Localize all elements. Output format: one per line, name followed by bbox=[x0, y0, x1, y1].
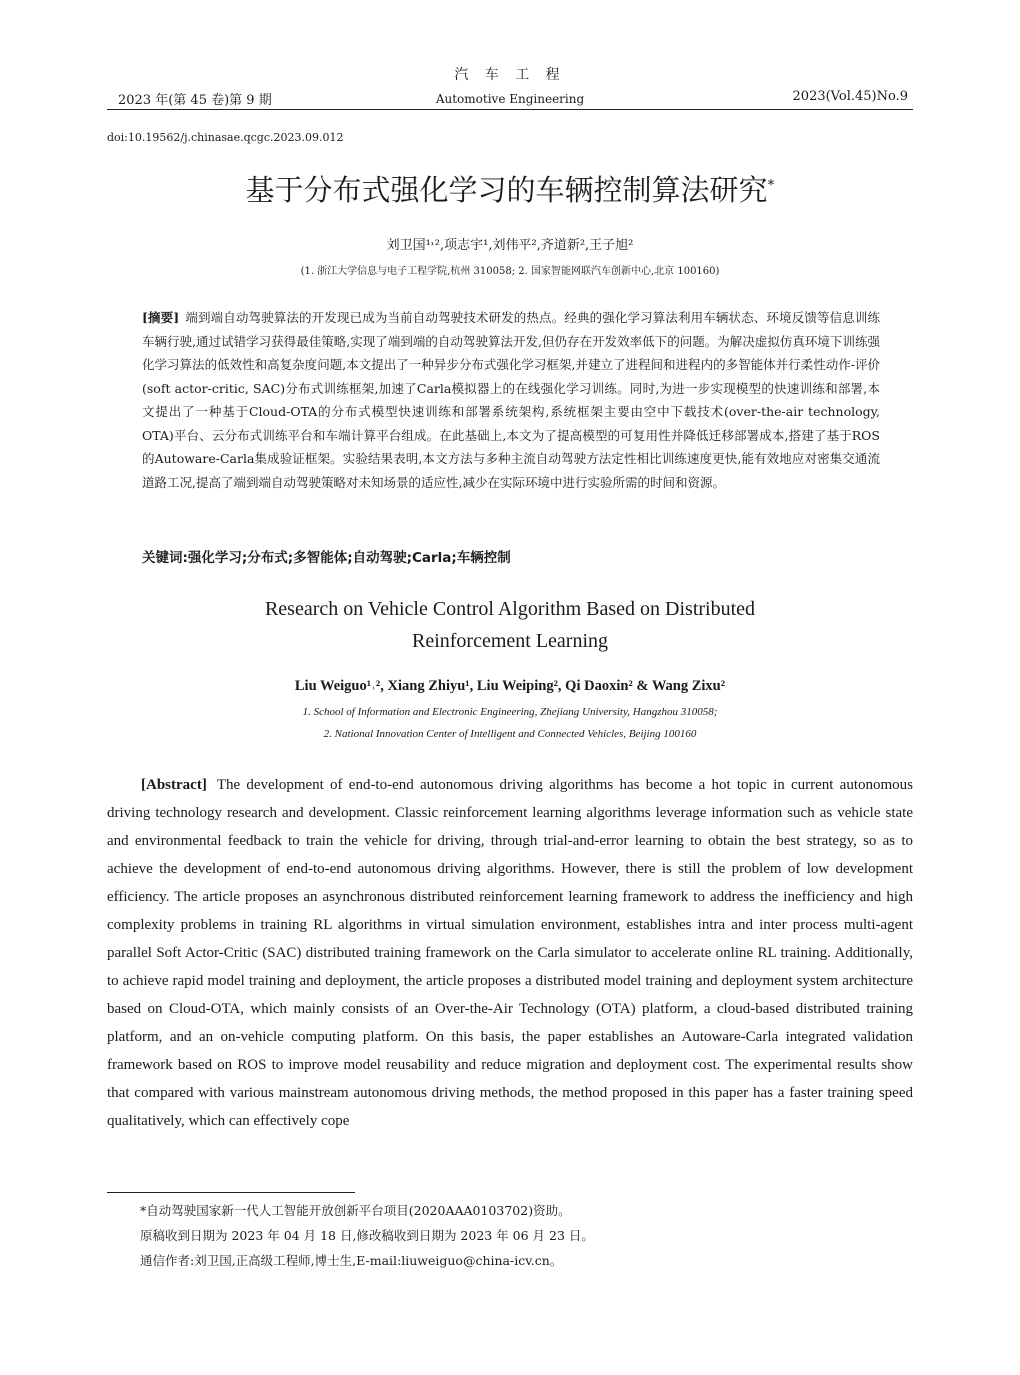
footnote-funding: *自动驾驶国家新一代人工智能开放创新平台项目(2020AAA0103702)资助。 bbox=[140, 1203, 571, 1218]
paper-title-cn bbox=[0, 168, 1020, 209]
footnote-rule bbox=[107, 1192, 355, 1193]
affiliation-en-1: 1. School of Information and Electronic Engineering, Zhejiang University, Hangzhou 310058; bbox=[302, 706, 718, 718]
abstract-en-text: The development of end-to-end autonomous driving algorithms has become a hot topic in current autonomous driving technology research and development. Classic reinforcement learning algorithms leverage information such as vehicle state and environmental feedback to train the vehicle for driving, through trial-and-error learning to obtain the best strategy, so as to achieve the development of end-to-end autonomous driving algorithms. However, there is still the problem of low development efficiency. The article proposes an asynchronous distributed reinforcement learning framework to address the inefficiency and high complexity problems in training RL algorithms in virtual simulation environment, establishes intra and inter process multi-agent parallel Soft Actor-Critic (SAC) distributed training framework on the Carla simulator to accelerate online RL training. Additionally, to achieve rapid model training and deployment, the article proposes a distributed model training and deployment system architecture based on Cloud-OTA, which mainly consists of an Over-the-Air Technology (OTA) platform, a cloud-based distributed training platform, and an on-vehicle computing platform. On this basis, the paper establishes an Autoware-Carla integrated validation framework based on ROS to improve model reusability and reduce migration and deployment cost. The experimental results show that compared with various mainstream autonomous driving methods, the method proposed in this paper has a faster training speed qualitatively, which can effectively cope bbox=[107, 777, 913, 1129]
authors-cn: 刘卫国¹˒²,项志宇¹,刘伟平²,齐道新²,王子旭² bbox=[386, 238, 634, 253]
journal-name-en: Automotive Engineering bbox=[435, 92, 585, 106]
issue-info-en: 2023(Vol.45)No.9 bbox=[792, 89, 908, 104]
journal-name-cn: 汽 车 工 程 bbox=[454, 67, 566, 83]
paper-title-en-line2: Reinforcement Learning bbox=[411, 630, 609, 652]
paper-title-cn-text: 基于分布式强化学习的车辆控制算法研究 bbox=[245, 173, 768, 207]
doi[interactable]: doi:10.19562/j.chinasae.qcgc.2023.09.012 bbox=[107, 131, 344, 144]
abstract-cn-label: [摘要] bbox=[142, 310, 180, 325]
paper-title-en bbox=[0, 593, 1020, 657]
keywords-cn: 关键词:强化学习;分布式;多智能体;自动驾驶;Carla;车辆控制 bbox=[142, 550, 511, 566]
header-rule bbox=[107, 109, 913, 110]
abstract-cn-text: 端到端自动驾驶算法的开发现已成为当前自动驾驶技术研发的热点。经典的强化学习算法利用车辆状态、环境反馈等信息训练车辆行驶,通过试错学习获得最佳策略,实现了端到端的自动驾驶算法开发,但仍存在开发效率低下的问题。为解决虚拟仿真环境下训练强化学习算法的低效性和高复杂度问题,本文提出了一种异步分布式强化学习框架,并建立了进程间和进程内的多智能体并行柔性动作-评价(soft actor-critic, SAC)分布式训练框架,加速了Carla模拟器上的在线强化学习训练。同时,为进一步实现模型的快速训练和部署,本文提出了一种基于Cloud-OTA的分布式模型快速训练和部署系统架构,系统框架主要由空中下载技术(over-the-air technology, OTA)平台、云分布式训练平台和车端计算平台组成。在此基础上,本文为了提高模型的可复用性并降低迁移部署成本,搭建了基于ROS的Autoware-Carla集成验证框架。实验结果表明,本文方法与多种主流自动驾驶方法定性相比训练速度更快,能有效地应对密集交通流道路工况,提高了端到端自动驾驶策略对未知场景的适应性,减少在实际环境中进行实验所需的时间和资源。 bbox=[142, 310, 880, 490]
footnote-corresponding-author: 通信作者:刘卫国,正高级工程师,博士生,E-mail:liuweiguo@china-icv.cn。 bbox=[140, 1253, 563, 1268]
paper-title-en-line1: Research on Vehicle Control Algorithm Based on Distributed bbox=[264, 598, 756, 620]
title-footnote-mark: * bbox=[767, 177, 775, 194]
abstract-en bbox=[107, 771, 913, 1135]
abstract-en-label: [Abstract] bbox=[141, 777, 207, 793]
affiliation-en-2: 2. National Innovation Center of Intelligent and Connected Vehicles, Beijing 100160 bbox=[323, 728, 697, 740]
abstract-cn bbox=[142, 306, 880, 494]
authors-en: Liu Weiguo¹˒², Xiang Zhiyu¹, Liu Weiping², Qi Daoxin² & Wang Zixu² bbox=[294, 678, 726, 694]
affiliations-cn: (1. 浙江大学信息与电子工程学院,杭州 310058; 2. 国家智能网联汽车创新中心,北京 100160) bbox=[300, 266, 720, 277]
issue-info-cn: 2023 年(第 45 卷)第 9 期 bbox=[118, 93, 272, 108]
footnote-dates: 原稿收到日期为 2023 年 04 月 18 日,修改稿收到日期为 2023 年 06 月 23 日。 bbox=[140, 1228, 594, 1243]
